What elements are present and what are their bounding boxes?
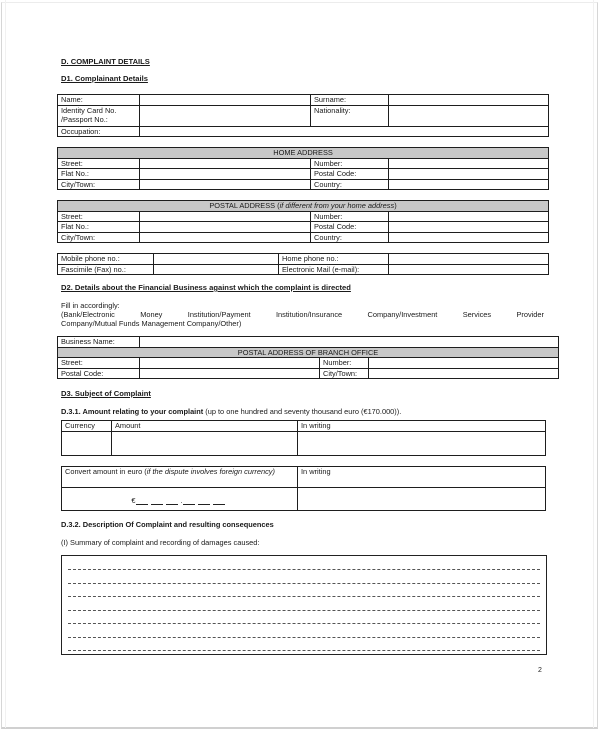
email-field[interactable] [389,264,549,275]
home-country-label: Country: [311,179,389,190]
writing-line [68,650,540,651]
d31-title: D.3.1. Amount relating to your complaint [61,407,204,416]
currency-field[interactable] [62,431,112,455]
occupation-label: Occupation: [58,126,140,137]
fax-field[interactable] [154,264,279,275]
writing-line [68,583,540,584]
page-edge-left [5,0,6,728]
home-street-label: Street: [58,158,140,169]
d32-title: D.3.2. Description Of Complaint and resulting consequences [61,520,274,529]
d31-note: (up to one hundred and seventy thousand euro (€170.000)). [203,407,402,416]
postal-city-label: City/Town: [58,232,140,243]
home-flat-field[interactable] [140,169,311,180]
postal-flat-field[interactable] [140,222,311,233]
nationality-field[interactable] [389,105,549,126]
page-edge-right [593,0,594,728]
business-type-options-line1: (Bank/Electronic Money Institution/Payment Institution/Insurance Company/Investment Services Provider [61,310,544,319]
writing-line [68,637,540,638]
postal-street-label: Street: [58,211,140,222]
summary-label: (I) Summary of complaint and recording of damages caused: [61,538,260,547]
branch-postal-code-label: Postal Code: [58,368,140,379]
home-street-field[interactable] [140,158,311,169]
postal-address-header [58,201,549,212]
occupation-field[interactable] [140,126,549,137]
financial-business-table [57,336,559,379]
postal-address-table [57,200,549,243]
mobile-field[interactable] [154,254,279,265]
amount-table [61,420,546,456]
branch-street-label: Street: [58,358,140,369]
home-phone-field[interactable] [389,254,549,265]
name-label: Name: [58,95,140,106]
complaint-summary-textarea[interactable] [61,555,547,655]
convert-label-note: if the dispute involves foreign [146,467,243,476]
business-name-label: Business Name: [58,337,140,348]
postal-number-field[interactable] [389,211,549,222]
email-label: Electronic Mail (e-mail): [279,264,389,275]
convert-label-currency: currency) [244,467,275,476]
postal-postal-code-field[interactable] [389,222,549,233]
branch-street-field[interactable] [140,358,320,369]
amount-header: Amount [112,421,298,432]
business-type-options-line2: Company/Mutual Funds Management Company/Other) [61,319,242,328]
section-d2-title: D2. Details about the Financial Business against which the complaint is directed [61,283,351,292]
writing-line [68,610,540,611]
home-number-label: Number: [311,158,389,169]
surname-field[interactable] [389,95,549,106]
writing-line [68,569,540,570]
home-city-field[interactable] [140,179,311,190]
euro-conversion-table [61,466,546,511]
amount-writing-header: In writing [298,421,546,432]
postal-header-end: ) [394,201,397,210]
page-number: 2 [538,667,542,674]
convert-amount-label [62,467,298,488]
branch-number-field[interactable] [369,358,559,369]
home-address-header: HOME ADDRESS [58,148,549,159]
decimal-separator: . [180,496,183,505]
section-d1-title: D1. Complainant Details [61,74,148,83]
d31-heading [61,407,401,416]
name-field[interactable] [140,95,311,106]
mobile-label: Mobile phone no.: [58,254,154,265]
amount-writing-field[interactable] [298,431,546,455]
home-phone-label: Home phone no.: [279,254,389,265]
postal-street-field[interactable] [140,211,311,222]
branch-city-field[interactable] [369,368,559,379]
personal-details-table [57,94,549,137]
postal-postal-code-label: Postal Code: [311,222,389,233]
fax-label: Fascimile (Fax) no.: [58,264,154,275]
branch-office-header: POSTAL ADDRESS OF BRANCH OFFICE [58,347,559,358]
writing-line [68,623,540,624]
euro-symbol: € [131,496,136,505]
amount-field[interactable] [112,431,298,455]
branch-postal-code-field[interactable] [140,368,320,379]
convert-label-text: Convert amount in euro ( [65,467,147,476]
postal-header-note: if different from your home address [279,201,395,210]
postal-number-label: Number: [311,211,389,222]
convert-writing-header: In writing [298,467,546,488]
home-postal-code-label: Postal Code: [311,169,389,180]
currency-header: Currency [62,421,112,432]
home-address-table [57,147,549,190]
writing-line [68,596,540,597]
convert-writing-field[interactable] [298,488,546,511]
business-name-field[interactable] [140,337,559,348]
postal-city-field[interactable] [140,232,311,243]
branch-city-label: City/Town: [320,368,369,379]
contact-table [57,253,549,275]
home-country-field[interactable] [389,179,549,190]
id-passport-label: Identity Card No. /Passport No.: [58,105,140,126]
postal-country-label: Country: [311,232,389,243]
fill-in-instruction: Fill in accordingly: [61,301,120,310]
section-d-title: D. COMPLAINT DETAILS [61,57,150,66]
nationality-label: Nationality: [311,105,389,126]
section-d3-title: D3. Subject of Complaint [61,389,151,398]
id-passport-field[interactable] [140,105,311,126]
home-postal-code-field[interactable] [389,169,549,180]
home-flat-label: Flat No.: [58,169,140,180]
postal-flat-label: Flat No.: [58,222,140,233]
branch-number-label: Number: [320,358,369,369]
home-city-label: City/Town: [58,179,140,190]
euro-amount-field[interactable] [62,488,298,511]
postal-country-field[interactable] [389,232,549,243]
home-number-field[interactable] [389,158,549,169]
surname-label: Surname: [311,95,389,106]
postal-header-text: POSTAL ADDRESS ( [209,201,280,210]
